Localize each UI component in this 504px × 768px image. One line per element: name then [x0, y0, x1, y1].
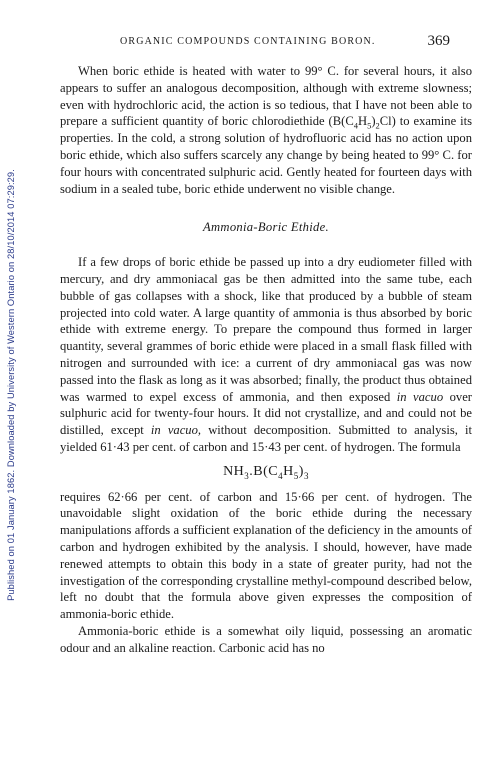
section-title: Ammonia-Boric Ethide.: [203, 220, 329, 235]
formula-part: H: [283, 463, 294, 479]
paragraph-1-text-b: H: [357, 114, 368, 129]
paragraph-1-text-d: Cl) to examine its properties. In the cold, a strong solution of hydrofluoric acid has no action upon boric ethide, which also suffers scarcely any change by being heated to 99° C. for four hours with concentrated sulphuric acid. Gently heated for fourteen days with sodium in a sealed tube, boric ethide underwent no visible change.: [60, 114, 473, 196]
side-note-text: Published on 01 January 1862. Downloaded by University of Western Ontario on 28/10/2014 07:29:29.: [6, 169, 16, 601]
paragraph-2-text-c: without decomposition. Submitted to analysis, it yielded 61·43 per cent. of carbon and 15·43 per cent. of hydrogen. The formula: [60, 423, 473, 454]
page-header: [120, 33, 450, 52]
chemical-formula: [60, 464, 472, 481]
subscript: 4: [278, 470, 284, 481]
side-note: [2, 40, 20, 730]
page-body: [60, 63, 472, 657]
paragraph-2-text-a: If a few drops of boric ethide be passed up into a dry eudiometer filled with mercury, and dry ammoniacal gas be then admitted into the same tube, each bubble of gas collapses with a shock, like that produced by a bubble of steam projected into cold water. A large quantity of ammonia is thus absorbed by boric ethide with extreme energy. To prepare the compound thus formed in larger quantity, several grammes of boric ethide were placed in a small flask filled with nitrogen and surrounded with ice: a current of dry ammoniacal gas was now passed into the flask as long as it was absorbed; finally, the product thus obtained was warmed to expel excess of ammonia, and then exposed: [60, 255, 472, 404]
italic-phrase: in vacuo: [396, 389, 444, 404]
subscript: 5: [367, 120, 372, 131]
paragraph-1-text-c: ): [371, 114, 376, 129]
running-title: ORGANIC COMPOUNDS CONTAINING BORON.: [120, 36, 376, 47]
subscript: 3: [244, 470, 250, 481]
italic-phrase: in vacuo,: [150, 423, 202, 438]
paragraph-3: requires 62·66 per cent. of carbon and 15·66 per cent. of hydrogen. The unavoidable slight oxidation of the boric ethide during the necessary manipulations affords a sufficient explanation of the deficiency in the amounts of carbon and hydrogen exhibited by the analysis. I should, however, have made renewed attempts to obtain this body in a state of greater purity, had not the investigation of the corresponding crystalline methyl-compound described below, left no doubt that the formula above given expresses the composition of ammonia-boric ethide.: [60, 489, 472, 622]
subscript: 2: [375, 120, 380, 131]
formula-part: .B(C: [249, 463, 279, 479]
subscript: 5: [293, 470, 299, 481]
paragraph-4: Ammonia-boric ethide is a somewhat oily liquid, possessing an aromatic odour and an alkaline reaction. Carbonic acid has no: [60, 623, 472, 655]
paragraph-1-text-a: When boric ethide is heated with water to 99° C. for several hours, it also appears to suffer an analogous decomposition, although with extreme slowness; even with hydrochloric acid, the action is so tedious, that I have not been able to prepare a sufficient quantity of boric chlorodiethide (B(C: [60, 64, 472, 129]
subscript: 3: [303, 470, 309, 481]
paragraph-2: [60, 254, 472, 456]
page-number: 369: [427, 33, 450, 49]
paragraph-1: [60, 63, 472, 197]
subscript: 4: [353, 120, 358, 131]
formula-part: NH: [223, 463, 245, 479]
formula-part: ): [298, 463, 304, 479]
paragraph-2-text-b: over sulphuric acid for twenty-four hours. It did not crystallize, and and could not be distilled, except: [60, 389, 473, 438]
